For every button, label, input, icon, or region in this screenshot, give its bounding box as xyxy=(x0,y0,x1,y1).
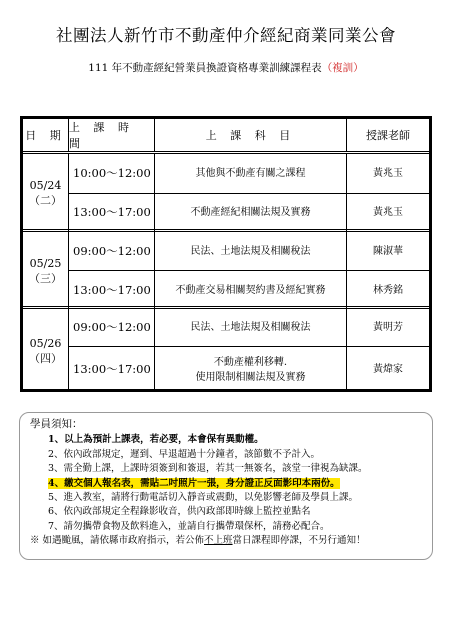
subject-cell: 其他與不動產有關之課程 xyxy=(155,154,347,193)
date-value: 05/26 xyxy=(29,336,62,350)
footer-underlined: 不上班 xyxy=(204,535,233,547)
footer-text: 當日課程即停課，不另行通知！ xyxy=(232,535,366,547)
schedule-table xyxy=(20,116,432,392)
subtitle-tag: （複訓） xyxy=(321,62,364,74)
note-item: 5、進入教室，請將行動電話切入靜音或震動，以免影響老師及學員上課。 xyxy=(48,492,359,504)
date-value: 05/24 xyxy=(29,179,62,192)
date-cell xyxy=(23,232,69,309)
header-teacher: 授課老師 xyxy=(366,129,410,142)
schedule-day-group xyxy=(23,151,429,232)
table-row xyxy=(69,232,429,270)
schedule-day-group xyxy=(23,306,429,392)
time-cell: 09:00～12:00 xyxy=(69,232,155,270)
subtitle-main: 111 年不動產經紀營業員換證資格專業訓練課程表 xyxy=(88,62,322,74)
note-item: 1、以上為預計上課表，若必要，本會保有異動權。 xyxy=(48,434,264,446)
subject-cell: 民法、土地法規及相關稅法 xyxy=(155,309,347,346)
header-subject: 上 課 科 目 xyxy=(155,119,347,151)
table-header-row xyxy=(23,119,429,152)
teacher-cell: 林秀銘 xyxy=(373,284,403,296)
table-row xyxy=(69,154,429,193)
subject-cell xyxy=(155,347,347,392)
time-cell: 13:00～17:00 xyxy=(69,194,155,233)
subject-line: 使用限制相關法規及實務 xyxy=(195,371,306,383)
date-value: 05/25 xyxy=(29,256,62,270)
page-title: 社團法人新竹市不動產仲介經紀商業同業公會 xyxy=(56,26,396,45)
subject-cell: 不動產經紀相關法規及實務 xyxy=(155,194,347,233)
notes-footer xyxy=(30,534,432,548)
teacher-cell: 黃煒家 xyxy=(373,364,403,375)
table-row xyxy=(69,193,429,233)
note-item: 6、依內政部規定全程錄影收音，供內政部即時線上監控並點名 xyxy=(48,506,311,518)
time-cell: 13:00～17:00 xyxy=(69,347,155,392)
subject-cell: 不動產交易相關契約書及經紀實務 xyxy=(155,271,347,309)
subject-line: 不動產權利移轉. xyxy=(213,356,288,368)
subject-cell: 民法、土地法規及相關稅法 xyxy=(155,232,347,270)
notes-box xyxy=(19,412,433,560)
teacher-cell: 黃明芳 xyxy=(373,322,403,333)
table-row xyxy=(69,270,429,309)
footer-text: ※ 如遇颱風，請依縣市政府指示，若公佈 xyxy=(30,535,205,547)
time-cell: 09:00～12:00 xyxy=(69,309,155,346)
schedule-day-group xyxy=(23,229,429,309)
page-subtitle xyxy=(0,60,452,75)
teacher-cell: 黃兆玉 xyxy=(373,207,403,219)
header-time: 上 課 時 間 xyxy=(69,119,155,151)
note-item: 2、依內政部規定，遲到、早退超過十分鐘者，該節數不予計入。 xyxy=(48,448,321,460)
table-row xyxy=(69,309,429,346)
weekday-value: （二） xyxy=(29,194,62,207)
time-cell: 13:00～17:00 xyxy=(69,271,155,309)
teacher-cell: 陳淑華 xyxy=(373,245,403,257)
teacher-cell: 黃兆玉 xyxy=(373,167,403,179)
time-cell: 10:00～12:00 xyxy=(69,154,155,193)
header-date: 日 期 xyxy=(23,119,69,151)
notes-heading: 學員須知： xyxy=(30,418,83,430)
date-cell xyxy=(23,154,69,232)
note-item-highlighted: 4、繳交個人報名表，需貼二吋照片一張，身分證正反面影印本兩份。 xyxy=(48,477,340,489)
weekday-value: （四） xyxy=(29,351,62,365)
table-row xyxy=(69,346,429,392)
note-item: 3、需全勤上課，上課時須簽到和簽退，若其一無簽名，該堂一律視為缺課。 xyxy=(48,463,368,475)
date-cell xyxy=(23,309,69,392)
weekday-value: （三） xyxy=(29,271,62,285)
note-item: 7、請勿攜帶食物及飲料進入，並請自行攜帶環保杯，請務必配合。 xyxy=(48,520,330,532)
